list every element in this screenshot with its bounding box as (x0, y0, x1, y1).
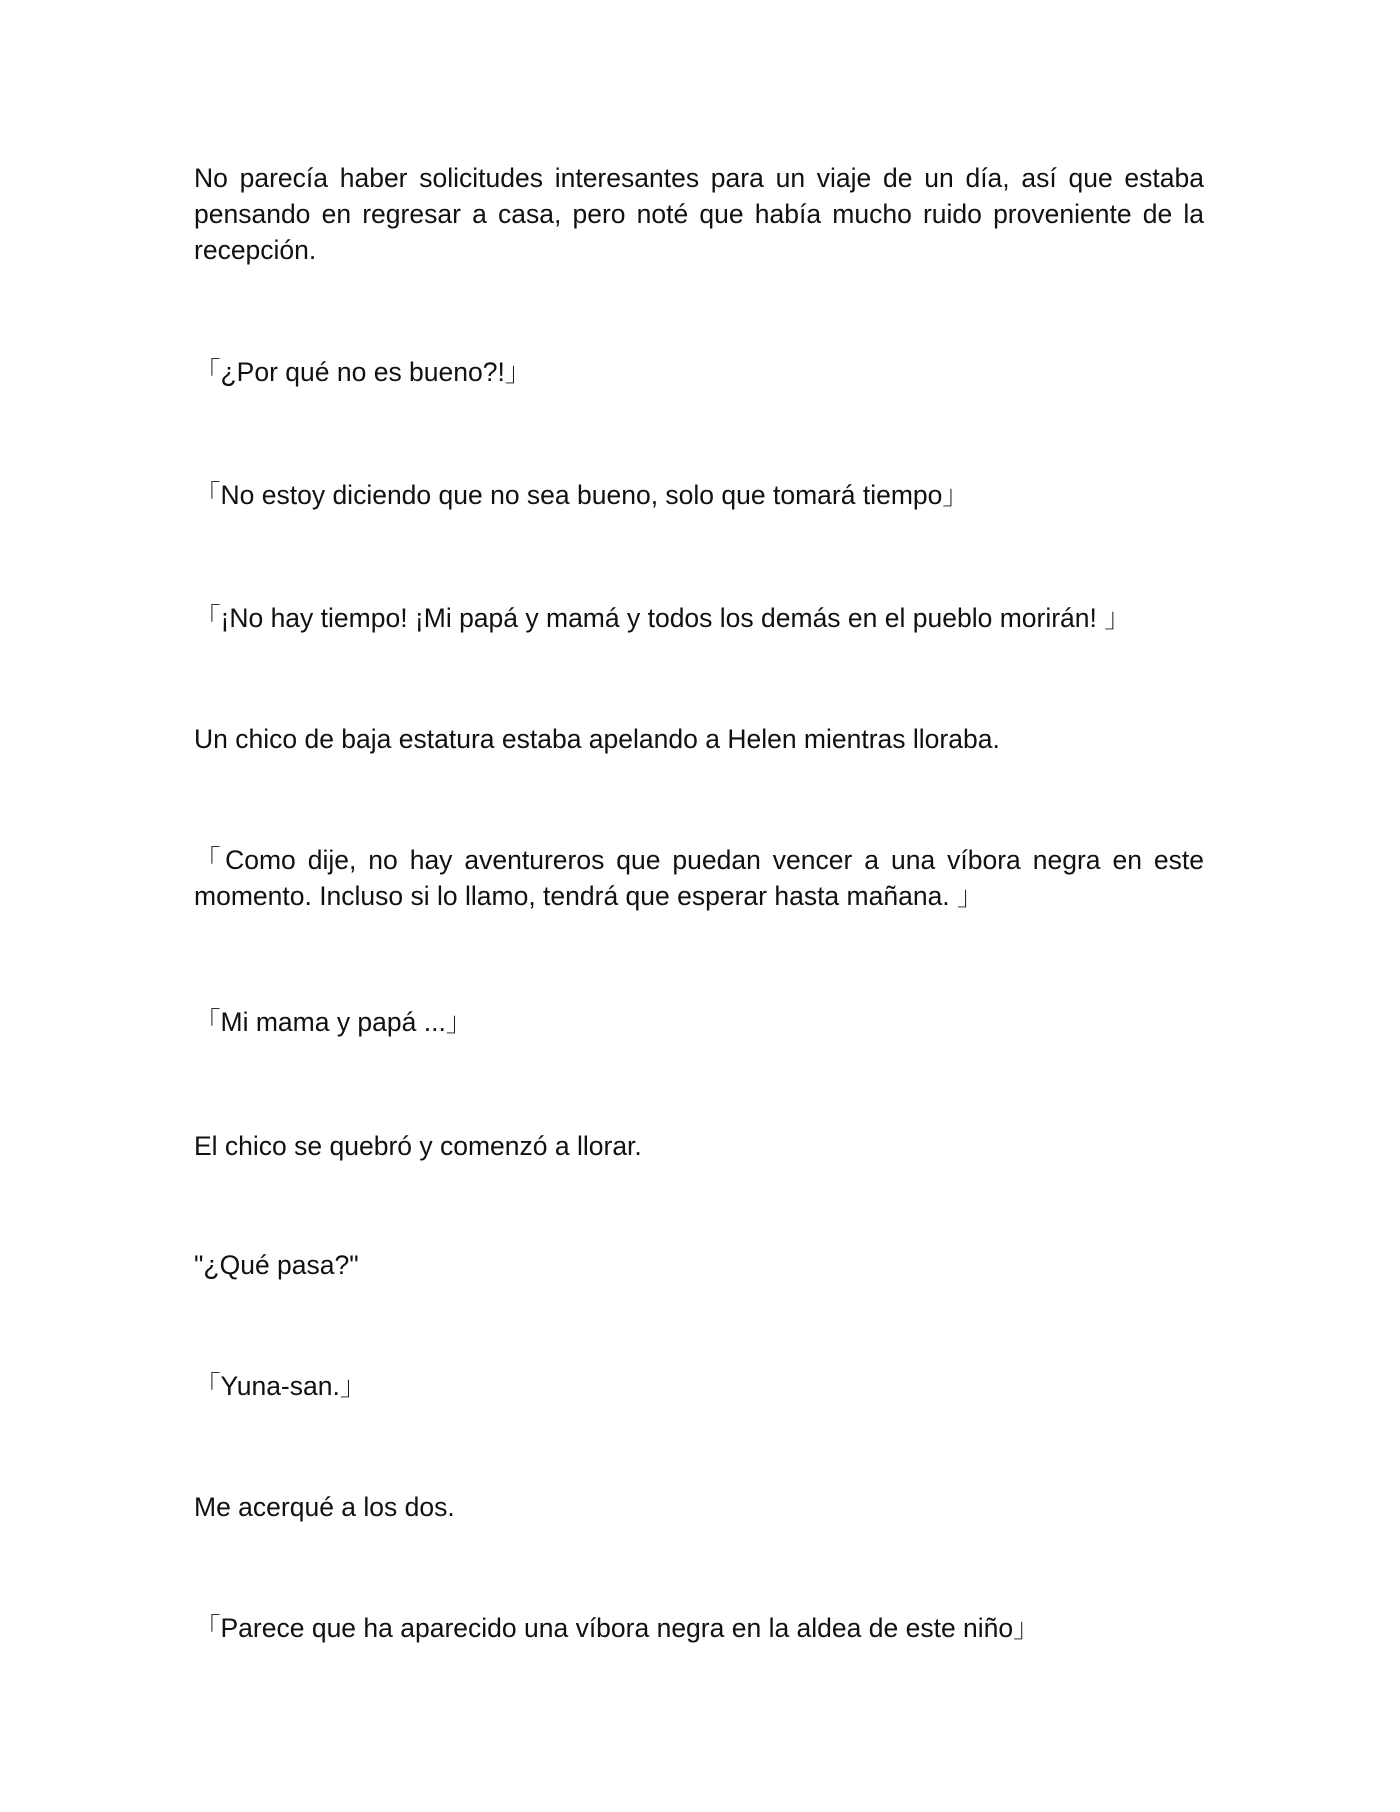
dialogue-line-2: 「No estoy diciendo que no sea bueno, solo que tomará tiempo」 (194, 480, 969, 510)
dialogue-line-6: "¿Qué pasa?" (194, 1250, 359, 1280)
dialogue-line-4: 「Como dije, no hay aventureros que puedan vencer a una víbora negra en este momento. Incluso si lo llamo, tendrá que esperar hasta mañana. 」 (194, 845, 1204, 911)
narration-paragraph-1: No parecía haber solicitudes interesantes para un viaje de un día, así que estaba pensando en regresar a casa, pero noté que había mucho ruido proveniente de la recepción. (194, 163, 1204, 265)
dialogue-line-1: 「¿Por qué no es bueno?!」 (194, 357, 532, 387)
narration-paragraph-2: Un chico de baja estatura estaba apelando a Helen mientras lloraba. (194, 724, 1000, 754)
narration-paragraph-4: Me acerqué a los dos. (194, 1492, 455, 1522)
narration-paragraph-3: El chico se quebró y comenzó a llorar. (194, 1131, 642, 1161)
dialogue-line-7: 「Yuna-san.」 (194, 1371, 367, 1401)
dialogue-line-3: 「¡No hay tiempo! ¡Mi papá y mamá y todos los demás en el pueblo morirán! 」 (194, 603, 1131, 633)
dialogue-line-8: 「Parece que ha aparecido una víbora negra en la aldea de este niño」 (194, 1613, 1040, 1643)
dialogue-line-5: 「Mi mama y papá ...」 (194, 1007, 473, 1037)
